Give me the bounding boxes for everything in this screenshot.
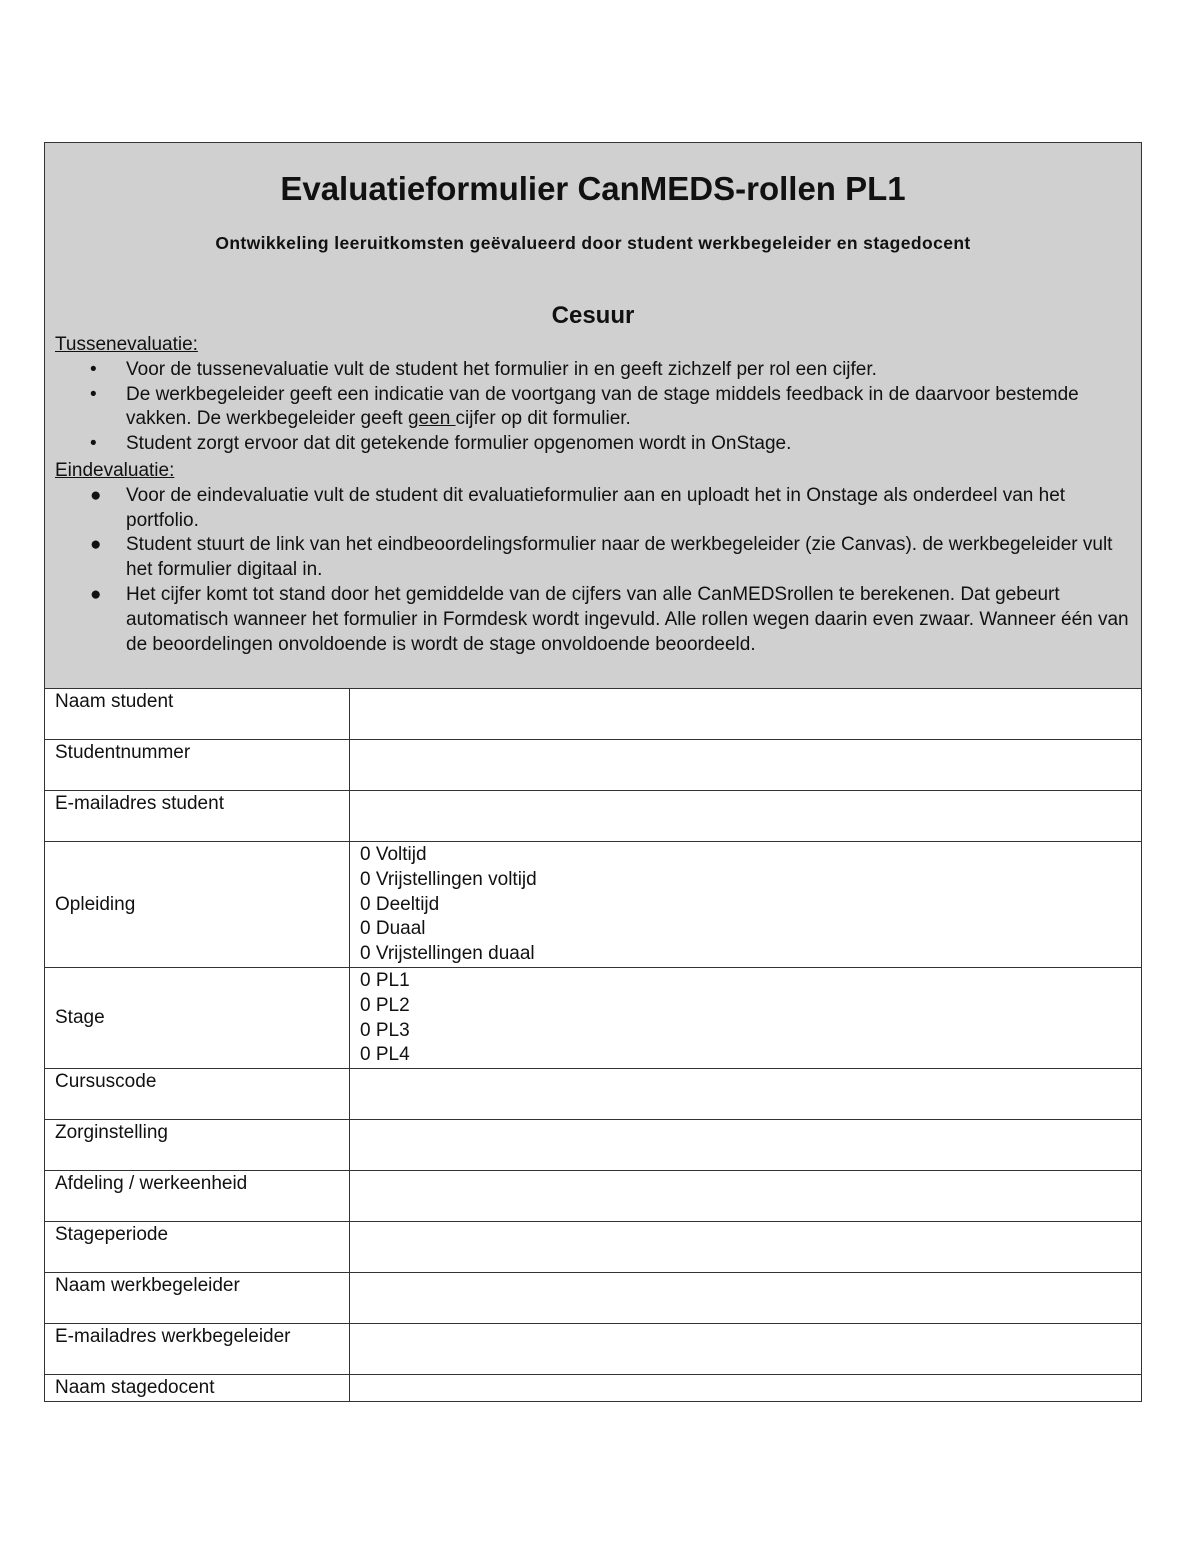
opleiding-option-vrijstellingen-duaal[interactable]: 0 Vrijstellingen duaal [360, 943, 535, 965]
stage-options [350, 967, 1142, 1068]
stage-option-pl2[interactable]: 0 PL2 [360, 994, 410, 1016]
stage-option-pl3[interactable]: 0 PL3 [360, 1019, 410, 1041]
bullet-icon: ● [90, 484, 102, 506]
stageperiode-label: Stageperiode [45, 1222, 350, 1273]
table-row [45, 740, 1141, 791]
page-subtitle: Ontwikkeling leeruitkomsten geëvalueerd door student werkbegeleider en stagedocent [215, 233, 971, 253]
table-row [45, 842, 1141, 968]
bullet-icon: • [90, 383, 97, 405]
eindevaluatie-list [55, 484, 1131, 658]
stage-option-pl4[interactable]: 0 PL4 [360, 1044, 410, 1066]
table-row [45, 1375, 1141, 1402]
naam-student-label: Naam student [45, 689, 350, 740]
table-row [45, 1324, 1141, 1375]
naam-werkbegeleider-field[interactable] [350, 1273, 1142, 1324]
afdeling-field[interactable] [350, 1171, 1142, 1222]
bullet-icon: ● [90, 534, 102, 556]
student-info-table [45, 689, 1141, 1401]
list-item: ● Student stuurt de link van het eindbeoordelingsformulier naar de werkbegeleider (zie Canvas). de werkbegeleider vult het formulier digitaal in. [90, 534, 1113, 581]
bullet-icon: • [90, 433, 97, 455]
underlined-word: geen [408, 408, 456, 430]
zorginstelling-field[interactable] [350, 1120, 1142, 1171]
stage-option-pl1[interactable]: 0 PL1 [360, 969, 410, 991]
list-item: • Voor de tussenevaluatie vult de student het formulier in en geeft zichzelf per rol een cijfer. [55, 358, 1131, 383]
email-werkbegeleider-field[interactable] [350, 1324, 1142, 1375]
tussenevaluatie-label: Tussenevaluatie: [55, 334, 198, 355]
opleiding-option-voltijd[interactable]: 0 Voltijd [360, 844, 427, 865]
naam-stagedocent-field[interactable] [350, 1375, 1142, 1402]
list-item: ● Voor de eindevaluatie vult de student dit evaluatieformulier aan en uploadt het in Onstage als onderdeel van het portfolio. [90, 484, 1066, 531]
studentnummer-field[interactable] [350, 740, 1142, 791]
naam-werkbegeleider-label: Naam werkbegeleider [45, 1273, 350, 1324]
table-row [45, 1273, 1141, 1324]
cursuscode-label: Cursuscode [45, 1069, 350, 1120]
email-student-label: E-mailadres student [45, 791, 350, 842]
tussenevaluatie-list [55, 358, 1131, 457]
table-row [45, 1069, 1141, 1120]
stageperiode-field[interactable] [350, 1222, 1142, 1273]
bullet-icon: • [90, 358, 97, 380]
opleiding-options [350, 842, 1142, 968]
list-item: ● Het cijfer komt tot stand door het gemiddelde van de cijfers van alle CanMEDSrollen te berekenen. Dat gebeurt automatisch wanneer het formulier in Formdesk wordt ingevuld. Alle rollen wegen daarin even zwaar. Wanneer één van de beoordelingen onvoldoende is wordt de stage onvoldoende beoordeeld. [90, 583, 1129, 655]
table-row [45, 967, 1141, 1068]
table-row [45, 791, 1141, 842]
table-row [45, 1120, 1141, 1171]
table-row [45, 689, 1141, 740]
form-header [45, 143, 1141, 689]
afdeling-label: Afdeling / werkeenheid [45, 1171, 350, 1222]
naam-student-field[interactable] [350, 689, 1142, 740]
eindevaluatie-label: Eindevaluatie: [55, 459, 175, 481]
bullet-icon: ● [90, 583, 102, 605]
table-row [45, 1222, 1141, 1273]
list-item: • De werkbegeleider geeft een indicatie van de voortgang van de stage middels feedback in de daarvoor bestemde vakken. De werkbegeleider geeft geen cijfer op dit formulier. [90, 383, 1079, 430]
evaluation-form [44, 142, 1142, 1402]
table-row [45, 1171, 1141, 1222]
opleiding-option-vrijstellingen-voltijd[interactable]: 0 Vrijstellingen voltijd [360, 868, 537, 890]
email-student-field[interactable] [350, 791, 1142, 842]
naam-stagedocent-label: Naam stagedocent [45, 1375, 350, 1402]
email-werkbegeleider-label: E-mailadres werkbegeleider [45, 1324, 350, 1375]
cursuscode-field[interactable] [350, 1069, 1142, 1120]
opleiding-option-duaal[interactable]: 0 Duaal [360, 918, 426, 940]
zorginstelling-label: Zorginstelling [45, 1120, 350, 1171]
studentnummer-label: Studentnummer [45, 740, 350, 791]
page-title: Evaluatieformulier CanMEDS-rollen PL1 [280, 170, 906, 207]
cesuur-heading: Cesuur [551, 302, 635, 329]
opleiding-label: Opleiding [45, 842, 350, 968]
list-item: • Student zorgt ervoor dat dit getekende formulier opgenomen wordt in OnStage. [55, 432, 1131, 457]
opleiding-option-deeltijd[interactable]: 0 Deeltijd [360, 893, 440, 915]
stage-label: Stage [45, 967, 350, 1068]
